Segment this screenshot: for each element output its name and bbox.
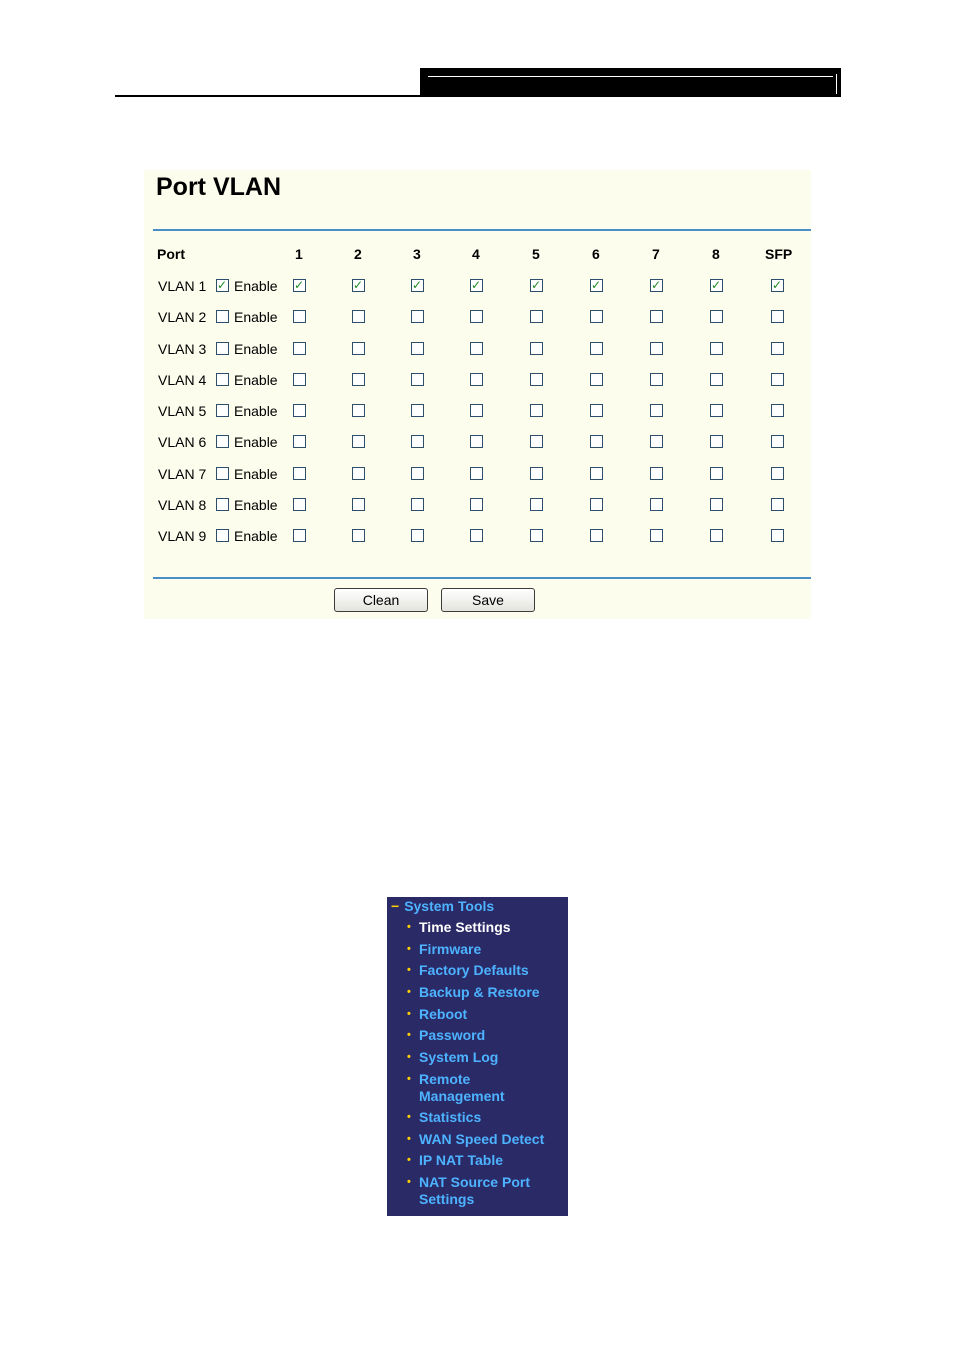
page-title: Port VLAN	[156, 173, 281, 201]
bullet-icon: •	[407, 1051, 411, 1063]
port-checkbox-3[interactable]	[411, 279, 424, 292]
menu-item-label: Time Settings	[419, 919, 511, 935]
port-checkbox-sfp[interactable]	[771, 467, 784, 480]
page-header-rule	[115, 95, 841, 97]
port-checkbox-7[interactable]	[650, 404, 663, 417]
port-checkbox-8[interactable]	[710, 529, 723, 542]
port-checkbox-8[interactable]	[710, 342, 723, 355]
save-button[interactable]: Save	[441, 588, 535, 612]
port-checkbox-3[interactable]	[411, 373, 424, 386]
page-header-bar	[420, 68, 841, 97]
port-checkbox-3[interactable]	[411, 404, 424, 417]
vlan-enable-checkbox[interactable]	[216, 279, 229, 292]
port-checkbox-4[interactable]	[470, 498, 483, 511]
vlan-label: VLAN 2	[158, 309, 207, 326]
menu-item-label: NAT Source Port Settings	[419, 1174, 530, 1207]
vlan-row	[144, 494, 811, 518]
vlan-row	[144, 463, 811, 487]
port-checkbox-sfp[interactable]	[771, 404, 784, 417]
port-checkbox-sfp[interactable]	[771, 435, 784, 448]
port-checkbox-2[interactable]	[352, 373, 365, 386]
port-checkbox-6[interactable]	[590, 310, 603, 323]
port-checkbox-4[interactable]	[470, 373, 483, 386]
vlan-row	[144, 338, 811, 362]
divider-bottom	[153, 577, 811, 579]
menu-item-time-settings[interactable]	[407, 919, 511, 936]
menu-item-label: IP NAT Table	[419, 1152, 504, 1168]
menu-item-factory-defaults[interactable]	[407, 962, 529, 979]
header-inner-vline	[836, 74, 837, 94]
menu-item-label: Statistics	[419, 1109, 482, 1125]
port-checkbox-5[interactable]	[530, 310, 543, 323]
port-vlan-panel	[144, 170, 811, 619]
port-column-header: Port	[157, 246, 185, 262]
enable-label: Enable	[234, 371, 278, 388]
bullet-icon: •	[407, 921, 411, 933]
vlan-row	[144, 431, 811, 455]
vlan-enable-checkbox[interactable]	[216, 342, 229, 355]
port-checkbox-5[interactable]	[530, 279, 543, 292]
vlan-enable-checkbox[interactable]	[216, 373, 229, 386]
vlan-enable-checkbox[interactable]	[216, 404, 229, 417]
menu-item-remote-management[interactable]	[407, 1071, 539, 1105]
port-checkbox-1[interactable]	[293, 310, 306, 323]
port-checkbox-sfp[interactable]	[771, 529, 784, 542]
port-checkbox-8[interactable]	[710, 373, 723, 386]
port-checkbox-1[interactable]	[293, 467, 306, 480]
bullet-icon: •	[407, 1111, 411, 1123]
port-checkbox-1[interactable]	[293, 529, 306, 542]
port-checkbox-4[interactable]	[470, 342, 483, 355]
port-checkbox-2[interactable]	[352, 279, 365, 292]
port-checkbox-sfp[interactable]	[771, 373, 784, 386]
port-checkbox-4[interactable]	[470, 467, 483, 480]
port-checkbox-2[interactable]	[352, 404, 365, 417]
bullet-icon: •	[407, 986, 411, 998]
port-checkbox-6[interactable]	[590, 435, 603, 448]
port-checkbox-8[interactable]	[710, 467, 723, 480]
enable-label: Enable	[234, 278, 278, 294]
header-inner-line	[428, 76, 833, 77]
port-checkbox-7[interactable]	[650, 435, 663, 448]
port-header-8: 8	[712, 246, 720, 262]
menu-item-firmware[interactable]	[407, 941, 481, 958]
menu-item-label: Factory Defaults	[419, 962, 529, 978]
port-checkbox-8[interactable]	[710, 279, 723, 292]
menu-item-backup-restore[interactable]	[407, 984, 540, 1001]
port-checkbox-6[interactable]	[590, 467, 603, 480]
clean-button[interactable]: Clean	[334, 588, 428, 612]
port-checkbox-4[interactable]	[470, 529, 483, 542]
port-checkbox-3[interactable]	[411, 529, 424, 542]
port-checkbox-1[interactable]	[293, 498, 306, 511]
enable-label: Enable	[234, 528, 278, 544]
enable-label: Enable	[234, 496, 278, 513]
port-checkbox-2[interactable]	[352, 498, 365, 511]
vlan-enable-checkbox[interactable]	[216, 498, 229, 511]
port-checkbox-5[interactable]	[530, 467, 543, 480]
vlan-enable-checkbox[interactable]	[216, 529, 229, 542]
port-checkbox-5[interactable]	[530, 342, 543, 355]
vlan-label: VLAN 5	[158, 403, 207, 419]
menu-item-label: System Log	[419, 1049, 499, 1065]
port-checkbox-1[interactable]	[293, 404, 306, 417]
vlan-enable-checkbox[interactable]	[216, 467, 229, 480]
port-checkbox-sfp[interactable]	[771, 279, 784, 292]
port-checkbox-sfp[interactable]	[771, 342, 784, 355]
port-checkbox-sfp[interactable]	[771, 310, 784, 323]
port-checkbox-3[interactable]	[411, 498, 424, 511]
collapse-icon: −	[391, 898, 400, 914]
enable-label: Enable	[234, 309, 278, 326]
port-checkbox-5[interactable]	[530, 529, 543, 542]
menu-item-system-log[interactable]	[407, 1049, 498, 1066]
port-checkbox-6[interactable]	[590, 404, 603, 417]
port-checkbox-2[interactable]	[352, 310, 365, 323]
menu-item-label: WAN Speed Detect	[419, 1131, 545, 1147]
menu-item-label: Password	[419, 1027, 486, 1043]
menu-item-wan-speed-detect[interactable]	[407, 1131, 544, 1148]
port-checkbox-1[interactable]	[293, 373, 306, 386]
enable-label: Enable	[234, 465, 278, 482]
menu-item-label: Firmware	[419, 941, 482, 957]
port-checkbox-3[interactable]	[411, 310, 424, 323]
port-checkbox-5[interactable]	[530, 373, 543, 386]
menu-item-reboot[interactable]	[407, 1006, 467, 1023]
menu-item-nat-source-port-settings[interactable]	[407, 1174, 539, 1208]
vlan-label: VLAN 4	[158, 371, 207, 388]
port-checkbox-6[interactable]	[590, 498, 603, 511]
vlan-enable-checkbox[interactable]	[216, 310, 229, 323]
port-checkbox-6[interactable]	[590, 529, 603, 542]
bullet-icon: •	[407, 1154, 411, 1166]
port-checkbox-8[interactable]	[710, 498, 723, 511]
port-header-4: 4	[472, 246, 480, 262]
bullet-icon: •	[407, 943, 411, 955]
menu-item-label: Remote Management	[419, 1071, 505, 1104]
port-checkbox-6[interactable]	[590, 279, 603, 292]
port-checkbox-sfp[interactable]	[771, 498, 784, 511]
menu-section-label: System Tools	[404, 898, 495, 914]
port-checkbox-4[interactable]	[470, 435, 483, 448]
port-checkbox-7[interactable]	[650, 498, 663, 511]
menu-item-ip-nat-table[interactable]	[407, 1152, 503, 1169]
bullet-icon: •	[407, 1008, 411, 1020]
bullet-icon: •	[407, 1176, 411, 1188]
enable-label: Enable	[234, 434, 278, 451]
vlan-label: VLAN 9	[158, 528, 207, 544]
vlan-label: VLAN 8	[158, 496, 207, 513]
port-checkbox-7[interactable]	[650, 342, 663, 355]
port-checkbox-8[interactable]	[710, 435, 723, 448]
bullet-icon: •	[407, 1133, 411, 1145]
menu-item-label: Backup & Restore	[419, 984, 540, 1000]
port-checkbox-7[interactable]	[650, 529, 663, 542]
vlan-row	[144, 369, 811, 393]
enable-label: Enable	[234, 340, 278, 357]
enable-label: Enable	[234, 403, 278, 419]
port-checkbox-3[interactable]	[411, 342, 424, 355]
port-header-5: 5	[532, 246, 540, 262]
vlan-label: VLAN 7	[158, 465, 207, 482]
port-checkbox-7[interactable]	[650, 467, 663, 480]
port-checkbox-8[interactable]	[710, 310, 723, 323]
vlan-row	[144, 525, 811, 549]
bullet-icon: •	[407, 1029, 411, 1041]
port-checkbox-7[interactable]	[650, 310, 663, 323]
port-header-sfp: SFP	[765, 246, 793, 262]
port-checkbox-2[interactable]	[352, 342, 365, 355]
vlan-label: VLAN 3	[158, 340, 207, 357]
menu-item-label: Reboot	[419, 1006, 468, 1022]
port-checkbox-7[interactable]	[650, 373, 663, 386]
port-checkbox-4[interactable]	[470, 404, 483, 417]
vlan-label: VLAN 1	[158, 278, 207, 294]
port-checkbox-5[interactable]	[530, 435, 543, 448]
port-checkbox-5[interactable]	[530, 404, 543, 417]
port-checkbox-1[interactable]	[293, 342, 306, 355]
vlan-row	[144, 275, 811, 299]
port-header-1: 1	[295, 246, 303, 262]
port-checkbox-5[interactable]	[530, 498, 543, 511]
vlan-row	[144, 306, 811, 330]
port-checkbox-4[interactable]	[470, 310, 483, 323]
port-checkbox-7[interactable]	[650, 279, 663, 292]
port-checkbox-2[interactable]	[352, 467, 365, 480]
port-checkbox-8[interactable]	[710, 404, 723, 417]
port-header-2: 2	[354, 246, 362, 262]
menu-item-password[interactable]	[407, 1027, 485, 1044]
port-checkbox-1[interactable]	[293, 435, 306, 448]
vlan-label: VLAN 6	[158, 434, 207, 451]
divider-top	[153, 229, 811, 231]
port-header-7: 7	[652, 246, 660, 262]
port-checkbox-4[interactable]	[470, 279, 483, 292]
vlan-enable-checkbox[interactable]	[216, 435, 229, 448]
port-checkbox-3[interactable]	[411, 467, 424, 480]
vlan-row	[144, 400, 811, 424]
port-checkbox-2[interactable]	[352, 435, 365, 448]
port-checkbox-3[interactable]	[411, 435, 424, 448]
port-checkbox-6[interactable]	[590, 342, 603, 355]
menu-item-statistics[interactable]	[407, 1109, 481, 1126]
port-checkbox-1[interactable]	[293, 279, 306, 292]
port-checkbox-6[interactable]	[590, 373, 603, 386]
bullet-icon: •	[407, 964, 411, 976]
menu-section-system-tools[interactable]	[391, 898, 494, 914]
system-tools-menu	[387, 897, 568, 1216]
port-header-6: 6	[592, 246, 600, 262]
bullet-icon: •	[407, 1073, 411, 1085]
port-checkbox-2[interactable]	[352, 529, 365, 542]
port-header-3: 3	[413, 246, 421, 262]
